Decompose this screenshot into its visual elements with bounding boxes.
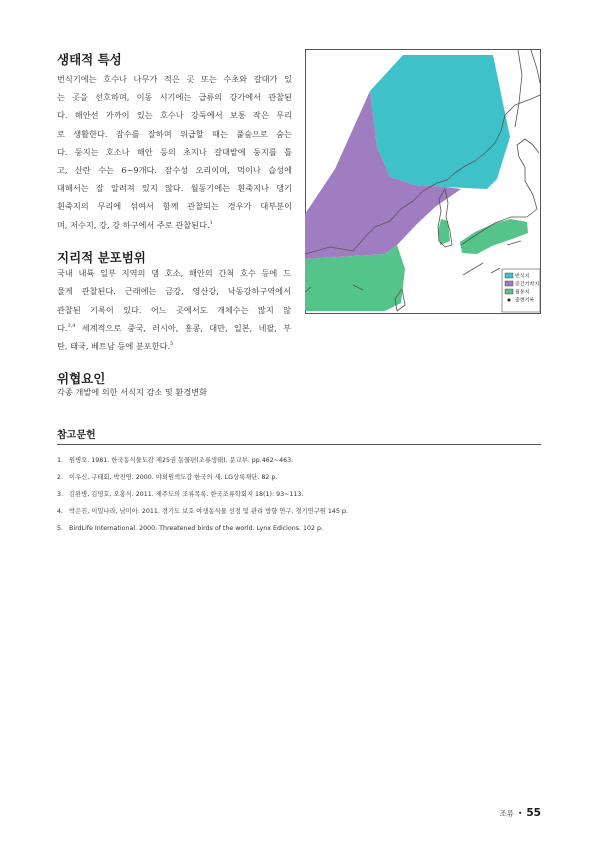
citation-mark: 3,4: [67, 322, 76, 329]
range-line-composite: [57, 319, 291, 337]
references-heading: 참고문헌: [57, 430, 96, 441]
breeding-range: [370, 55, 510, 189]
reference-number: 3.: [57, 491, 64, 498]
reference-text: BirdLife International. 2000. Threatened birds of the world. Lynx Edicions. 102 p.: [69, 525, 324, 532]
habitat-line: 대해서는 잘 알려져 있지 않다. 월동기에는 흰죽지나 댕기: [57, 183, 292, 194]
habitat-line: 로 생활한다. 잠수를 잘하며 위급할 때는 풀숲으로 숨는: [57, 128, 292, 139]
citation-mark: 5: [170, 341, 174, 348]
range-line-last: [57, 337, 291, 355]
habitat-heading: 생태적 특성: [57, 52, 122, 67]
legend-label-breeding: 번식지: [515, 273, 530, 280]
reference-item: [57, 469, 541, 486]
footer-section: 조류: [499, 809, 514, 818]
habitat-line: 번식기에는 호수나 나무가 적은 곳 또는 수초와 갈대가 있: [57, 74, 292, 84]
range-line: 물게 관찰된다. 근래에는 금강, 영산강, 낙동강하구역에서: [57, 286, 291, 297]
citation-mark: 1: [209, 219, 213, 226]
habitat-line: 고, 산란 수는 6~9개다. 잠수성 오리이며, 먹이나 습성에: [57, 164, 292, 175]
threat-heading: 위협요인: [57, 371, 106, 386]
habitat-line: 며, 저수지, 강, 강 하구에서 주로 관찰된다.: [57, 219, 210, 230]
footer-separator: •: [517, 809, 523, 818]
reference-text: 이우신, 구태회, 박진영. 2000. 야외원색도감 한국의 새. LG상록재단. 82 p.: [69, 474, 278, 481]
range-line: 탄, 태국, 베트남 등에 분포한다.: [57, 341, 171, 352]
reference-number: 4.: [57, 508, 64, 515]
reference-number: 5.: [57, 525, 64, 532]
range-paragraph: [57, 264, 291, 355]
threat-text: 각종 개발에 의한 서식지 감소 및 환경변화: [57, 387, 208, 397]
page-footer: [499, 801, 541, 820]
habitat-line: 다. 둥지는 호소나 해안 등의 초지나 갈대밭에 둥지를 틀: [57, 146, 292, 157]
reference-number: 1.: [57, 457, 64, 464]
reference-text: 김완병, 김영호, 오홍식. 2011. 제주도의 조류목록. 한국조류학회지 18(1): 93~113.: [69, 491, 304, 498]
habitat-line: 는 곳을 선호하며, 이동 시기에는 급류의 강가에서 관찰된: [57, 92, 292, 103]
habitat-line-last: [57, 216, 292, 234]
map-legend: [502, 269, 540, 312]
reference-list: [57, 452, 541, 537]
page-number: 55: [526, 807, 541, 819]
range-heading: 지리적 분포범위: [57, 250, 146, 265]
range-line: 세계적으로 중국, 러시아, 홍콩, 대만, 일본, 네팔, 부: [81, 322, 292, 333]
range-line: 국내 내륙 일부 지역의 댐 호소, 해안의 간척 호수 등에 드: [57, 268, 291, 278]
legend-label-stopover: 중간기착지: [515, 281, 540, 288]
distribution-map: [305, 49, 541, 314]
legend-swatch-stopover: [505, 281, 513, 286]
habitat-paragraph: [57, 70, 292, 234]
reference-text: 원병오. 1981. 한국동식물도감 제25권 동물편(조류생태). 문교부. pp.462~463.: [69, 457, 294, 464]
reference-text: 박은진, 이밀나라, 남미아. 2011. 경기도 보호 야생동식물 선정 및 관리 방향 연구. 경기연구원 145 p.: [69, 508, 348, 515]
legend-swatch-wintering: [505, 289, 513, 294]
reference-item: [57, 520, 541, 537]
reference-item: [57, 486, 541, 503]
reference-item: [57, 503, 541, 520]
range-line: 관찰된 기록이 있다. 어느 곳에서도 개체수는 많지 않: [57, 304, 291, 315]
legend-swatch-breeding: [505, 273, 513, 278]
legend-marker-records: [508, 299, 511, 302]
habitat-line: 흰죽지의 무리에 섞여서 함께 관찰되는 경우가 대부분이: [57, 201, 292, 212]
reference-number: 2.: [57, 474, 64, 481]
references-divider: [57, 444, 541, 445]
legend-label-records: 출현기록: [515, 297, 535, 304]
legend-label-wintering: 월동지: [515, 289, 530, 296]
range-line: 다.: [57, 322, 68, 333]
habitat-line: 다. 해안선 가까이 있는 호수나 강둑에서 보통 작은 무리: [57, 110, 292, 121]
reference-item: [57, 452, 541, 469]
